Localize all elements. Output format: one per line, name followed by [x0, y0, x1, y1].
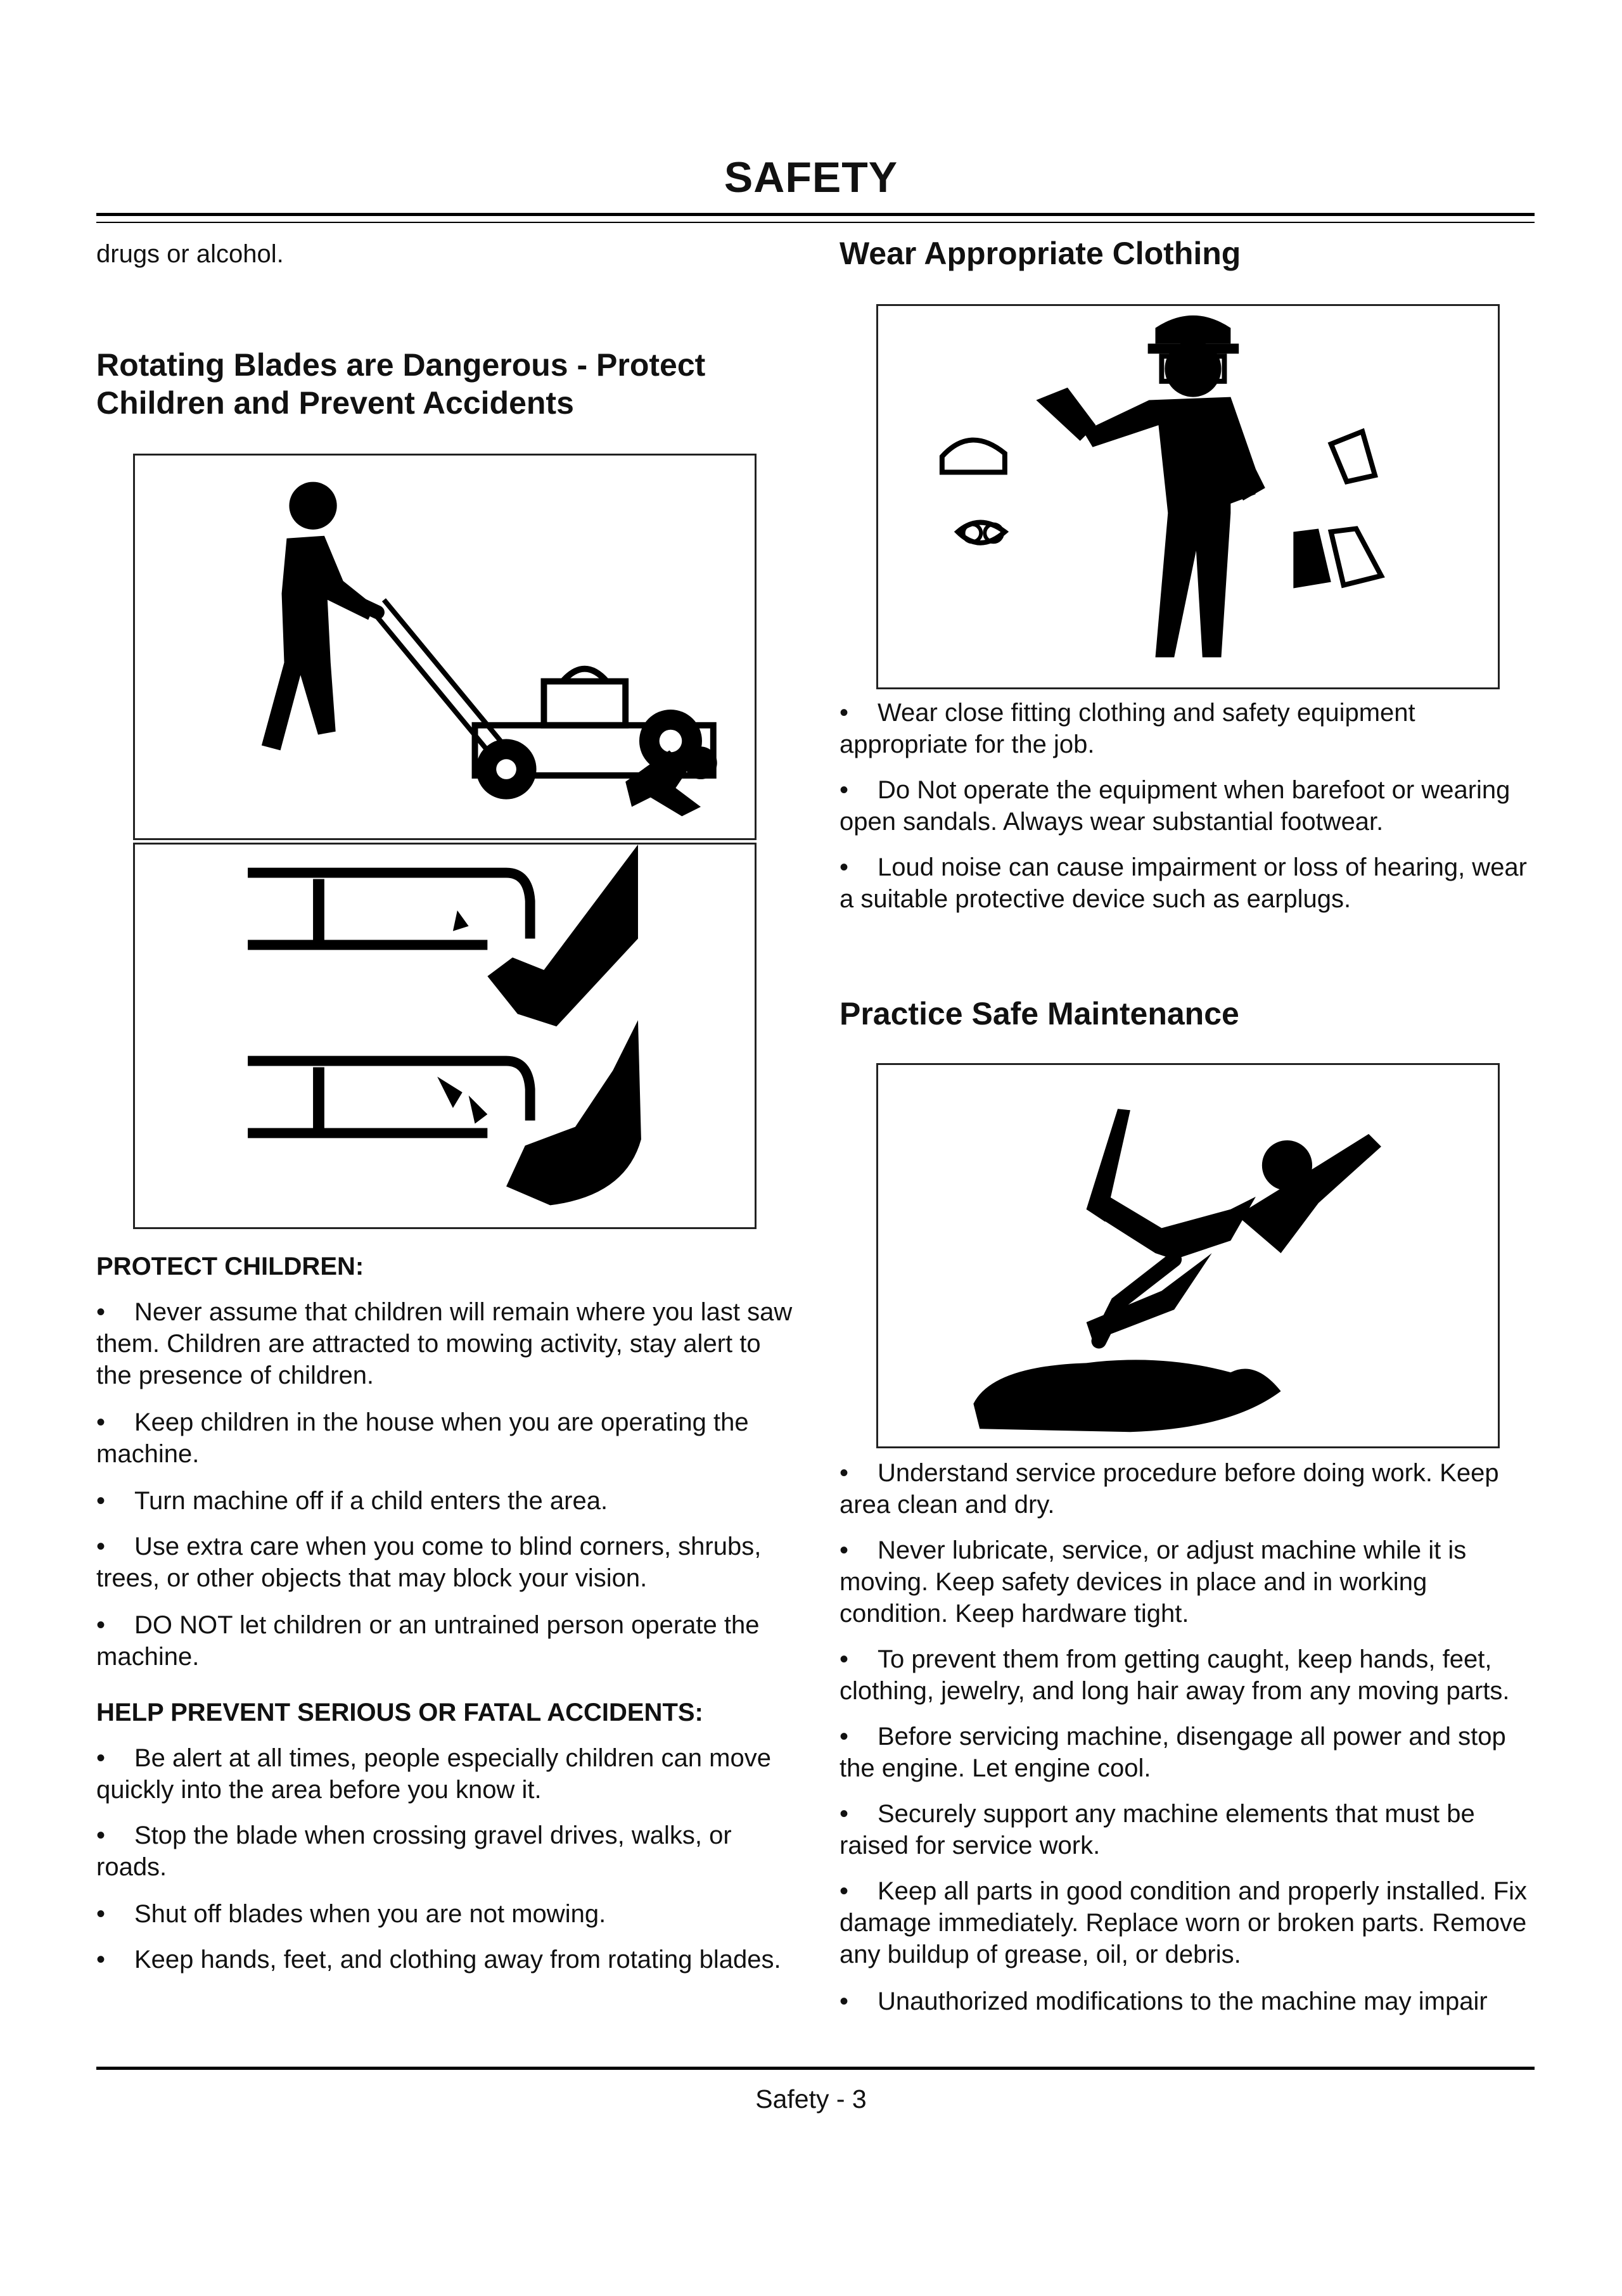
- maintenance-bullet: • Keep all parts in good condition and properly installed. Fix damage immediately. Replace worn or broken parts. Remove any buildup of grease, oil, or debris.: [840, 1877, 1528, 1968]
- help-prevent-bullet: • Keep hands, feet, and clothing away from rotating blades.: [96, 1946, 781, 1974]
- protect-children-bullet: • DO NOT let children or an untrained person operate the machine.: [96, 1611, 760, 1671]
- protect-children-bullet: • Keep children in the house when you are operating the machine.: [96, 1408, 749, 1468]
- maintenance-heading: Practice Safe Maintenance: [840, 996, 1239, 1031]
- foot-under-deck-figure: [133, 843, 757, 1229]
- maintenance-bullet: • Never lubricate, service, or adjust machine while it is moving. Keep safety devices in place and in working condition. Keep hardware tight.: [840, 1536, 1467, 1628]
- clothing-bullet: • Loud noise can cause impairment or loss of hearing, wear a suitable protective device such as earplugs.: [840, 853, 1527, 913]
- header-rule-thin: [96, 222, 1535, 223]
- maintenance-bullet: • Securely support any machine elements that must be raised for service work.: [840, 1800, 1475, 1859]
- protect-children-bullet: • Never assume that children will remain where you last saw them. Children are attracted to mowing activity, stay alert to the presence of children.: [96, 1298, 793, 1389]
- mower-child-hazard-figure: [133, 454, 757, 840]
- maintenance-bullet: • Understand service procedure before doing work. Keep area clean and dry.: [840, 1459, 1499, 1519]
- slip-fall-hazard-icon: [878, 1065, 1498, 1446]
- page-title: SAFETY: [724, 153, 898, 201]
- foot-under-mower-deck-icon: [135, 845, 755, 1227]
- help-prevent-bullet: • Be alert at all times, people especially children can move quickly into the area before you know it.: [96, 1744, 771, 1804]
- rotating-blades-heading-line1: Rotating Blades are Dangerous - Protect: [96, 347, 706, 383]
- help-prevent-bullet: • Shut off blades when you are not mowing.: [96, 1900, 606, 1928]
- protect-children-bullet: • Use extra care when you come to blind corners, shrubs, trees, or other objects that may block your vision.: [96, 1533, 762, 1592]
- footer-rule: [96, 2067, 1535, 2070]
- clothing-bullet: • Wear close fitting clothing and safety equipment appropriate for the job.: [840, 699, 1415, 758]
- help-prevent-heading: HELP PREVENT SERIOUS OR FATAL ACCIDENTS:: [96, 1699, 703, 1726]
- help-prevent-bullet: • Stop the blade when crossing gravel drives, walks, or roads.: [96, 1821, 732, 1881]
- continuation-text: drugs or alcohol.: [96, 240, 284, 268]
- maintenance-bullet: • Unauthorized modifications to the machine may impair: [840, 1987, 1488, 2015]
- protective-clothing-worker-icon: [878, 306, 1498, 687]
- slip-fall-figure: [876, 1063, 1500, 1448]
- clothing-heading: Wear Appropriate Clothing: [840, 236, 1241, 271]
- maintenance-bullet: • To prevent them from getting caught, keep hands, feet, clothing, jewelry, and long hair away from any moving parts.: [840, 1645, 1510, 1705]
- page-number: Safety - 3: [755, 2084, 867, 2114]
- maintenance-bullet: • Before servicing machine, disengage all power and stop the engine. Let engine cool.: [840, 1723, 1506, 1782]
- protect-children-heading: PROTECT CHILDREN:: [96, 1253, 364, 1280]
- clothing-bullet: • Do Not operate the equipment when barefoot or wearing open sandals. Always wear substantial footwear.: [840, 776, 1510, 836]
- header-rule: [96, 213, 1535, 216]
- protect-children-bullet: • Turn machine off if a child enters the area.: [96, 1487, 608, 1515]
- rotating-blades-heading-line2: Children and Prevent Accidents: [96, 385, 574, 421]
- protective-clothing-figure: [876, 304, 1500, 689]
- mower-child-hazard-icon: [135, 456, 755, 838]
